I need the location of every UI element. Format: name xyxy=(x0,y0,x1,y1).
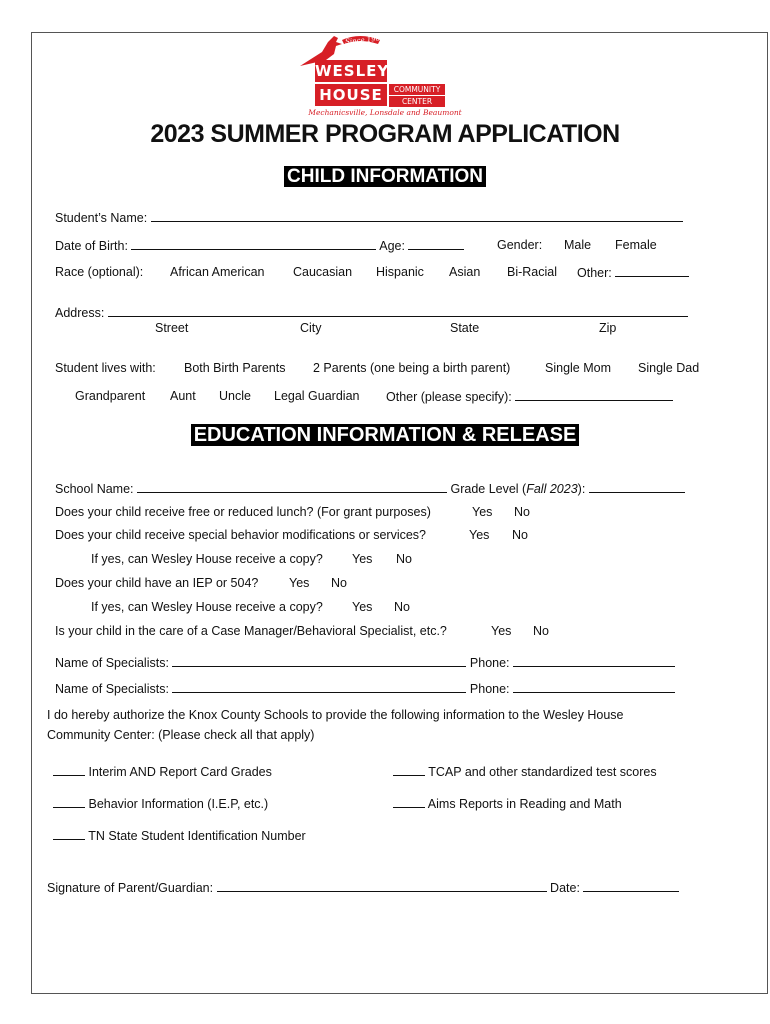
child-section-wrap xyxy=(0,166,770,188)
q-lunch: Does your child receive free or reduced lunch? (For grant purposes) xyxy=(55,505,431,519)
student-name-label: Student’s Name: xyxy=(55,211,148,225)
address-city: City xyxy=(300,321,322,335)
school-row xyxy=(55,481,685,496)
check-blank[interactable] xyxy=(53,764,85,776)
grade-label-italic: Fall 2023 xyxy=(526,482,578,496)
logo-community: COMMUNITY xyxy=(389,84,445,95)
check-label: Interim AND Report Card Grades xyxy=(88,765,272,779)
q-behavior: Does your child receive special behavior modifications or services? xyxy=(55,528,427,542)
case-no[interactable]: No xyxy=(533,624,549,638)
q-copy-behavior: If yes, can Wesley House receive a copy? xyxy=(91,552,323,566)
signature-label: Signature of Parent/Guardian: xyxy=(47,881,214,895)
logo-house: HOUSE xyxy=(315,84,387,106)
lives-label: Student lives with: xyxy=(55,361,156,375)
student-name-row xyxy=(55,210,683,225)
check-blank[interactable] xyxy=(53,796,85,808)
authorize-line-2: Community Center: (Please check all that apply) xyxy=(47,728,315,742)
specialists-label: Name of Specialists: xyxy=(55,682,169,696)
specialists-row-2 xyxy=(55,681,675,696)
signature-row xyxy=(47,880,679,895)
race-asian[interactable]: Asian xyxy=(449,265,481,279)
iep-yes[interactable]: Yes xyxy=(289,576,310,590)
q-copy-iep: If yes, can Wesley House receive a copy? xyxy=(91,600,323,614)
lives-single-mom[interactable]: Single Mom xyxy=(545,361,611,375)
copy-behavior-no[interactable]: No xyxy=(396,552,412,566)
grade-label-post: ): xyxy=(577,482,586,496)
race-label: Race (optional): xyxy=(55,265,144,279)
phone-label: Phone: xyxy=(469,656,510,670)
lives-uncle[interactable]: Uncle xyxy=(219,389,251,403)
address-field[interactable] xyxy=(108,305,688,317)
q-case-manager: Is your child in the care of a Case Manager/Behavioral Specialist, etc.? xyxy=(55,624,447,638)
address-street: Street xyxy=(155,321,189,335)
check-label: TCAP and other standardized test scores xyxy=(428,765,657,779)
check-tcap[interactable] xyxy=(393,764,657,779)
lives-both-parents[interactable]: Both Birth Parents xyxy=(184,361,286,375)
specialists-field[interactable] xyxy=(172,655,466,667)
race-other-field[interactable] xyxy=(615,265,689,277)
logo-wesley: WESLEY xyxy=(315,62,390,80)
phone-field[interactable] xyxy=(513,681,675,693)
lunch-no[interactable]: No xyxy=(514,505,530,519)
lives-legal-guardian[interactable]: Legal Guardian xyxy=(274,389,360,403)
grade-label-pre: Grade Level ( xyxy=(450,482,527,496)
page-title: 2023 SUMMER PROGRAM APPLICATION xyxy=(150,120,620,148)
date-field[interactable] xyxy=(583,880,679,892)
gender-male[interactable]: Male xyxy=(564,238,592,252)
lives-other-field[interactable] xyxy=(515,389,673,401)
copy-iep-yes[interactable]: Yes xyxy=(352,600,373,614)
school-field[interactable] xyxy=(137,481,447,493)
child-section-title: CHILD INFORMATION xyxy=(284,166,486,187)
behavior-yes[interactable]: Yes xyxy=(469,528,490,542)
gender-label: Gender: xyxy=(497,238,543,252)
copy-iep-no[interactable]: No xyxy=(394,600,410,614)
copy-behavior-yes[interactable]: Yes xyxy=(352,552,373,566)
education-section-wrap xyxy=(0,424,770,447)
dob-row xyxy=(55,238,464,253)
logo-since: Since 1901 xyxy=(344,33,385,47)
gender-female[interactable]: Female xyxy=(615,238,657,252)
q-iep: Does your child have an IEP or 504? xyxy=(55,576,259,590)
check-label: Aims Reports in Reading and Math xyxy=(427,797,622,811)
behavior-no[interactable]: No xyxy=(512,528,528,542)
race-other-row xyxy=(577,265,689,280)
lunch-yes[interactable]: Yes xyxy=(472,505,493,519)
race-biracial[interactable]: Bi-Racial xyxy=(507,265,558,279)
check-label: TN State Student Identification Number xyxy=(88,829,306,843)
check-blank[interactable] xyxy=(393,764,425,776)
logo-tagline: Mechanicsville, Lonsdale and Beaumont xyxy=(308,108,462,117)
address-row xyxy=(55,305,688,320)
specialists-row-1 xyxy=(55,655,675,670)
specialists-label: Name of Specialists: xyxy=(55,656,169,670)
school-label: School Name: xyxy=(55,482,134,496)
case-yes[interactable]: Yes xyxy=(491,624,512,638)
dob-field[interactable] xyxy=(131,238,376,250)
race-other-label: Other: xyxy=(577,266,612,280)
lives-single-dad[interactable]: Single Dad xyxy=(638,361,700,375)
lives-grandparent[interactable]: Grandparent xyxy=(75,389,146,403)
phone-label: Phone: xyxy=(469,682,510,696)
specialists-field[interactable] xyxy=(172,681,466,693)
lives-other-row xyxy=(386,389,673,404)
lives-other-label: Other (please specify): xyxy=(386,390,512,404)
race-hispanic[interactable]: Hispanic xyxy=(376,265,424,279)
phone-field[interactable] xyxy=(513,655,675,667)
address-label: Address: xyxy=(55,306,105,320)
student-name-field[interactable] xyxy=(151,210,683,222)
dob-label: Date of Birth: xyxy=(55,239,128,253)
check-aims-reports[interactable] xyxy=(393,796,622,811)
address-state: State xyxy=(450,321,480,335)
check-interim-grades[interactable] xyxy=(53,764,272,779)
address-zip: Zip xyxy=(599,321,617,335)
grade-field[interactable] xyxy=(589,481,685,493)
authorize-line-1: I do hereby authorize the Knox County Schools to provide the following information to the Wesley House xyxy=(47,708,624,722)
race-caucasian[interactable]: Caucasian xyxy=(293,265,353,279)
age-label: Age: xyxy=(379,239,405,253)
check-blank[interactable] xyxy=(53,828,85,840)
race-african-american[interactable]: African American xyxy=(170,265,265,279)
check-behavior-info[interactable] xyxy=(53,796,268,811)
check-tn-state-id[interactable] xyxy=(53,828,306,843)
lives-two-parents[interactable]: 2 Parents (one being a birth parent) xyxy=(313,361,511,375)
education-section-title: EDUCATION INFORMATION & RELEASE xyxy=(191,424,580,446)
lives-aunt[interactable]: Aunt xyxy=(170,389,196,403)
check-label: Behavior Information (I.E.P, etc.) xyxy=(88,797,269,811)
logo-center: CENTER xyxy=(389,96,445,107)
iep-no[interactable]: No xyxy=(331,576,347,590)
date-label: Date: xyxy=(550,881,580,895)
signature-field[interactable] xyxy=(217,880,547,892)
check-blank[interactable] xyxy=(393,796,425,808)
age-field[interactable] xyxy=(408,238,464,250)
